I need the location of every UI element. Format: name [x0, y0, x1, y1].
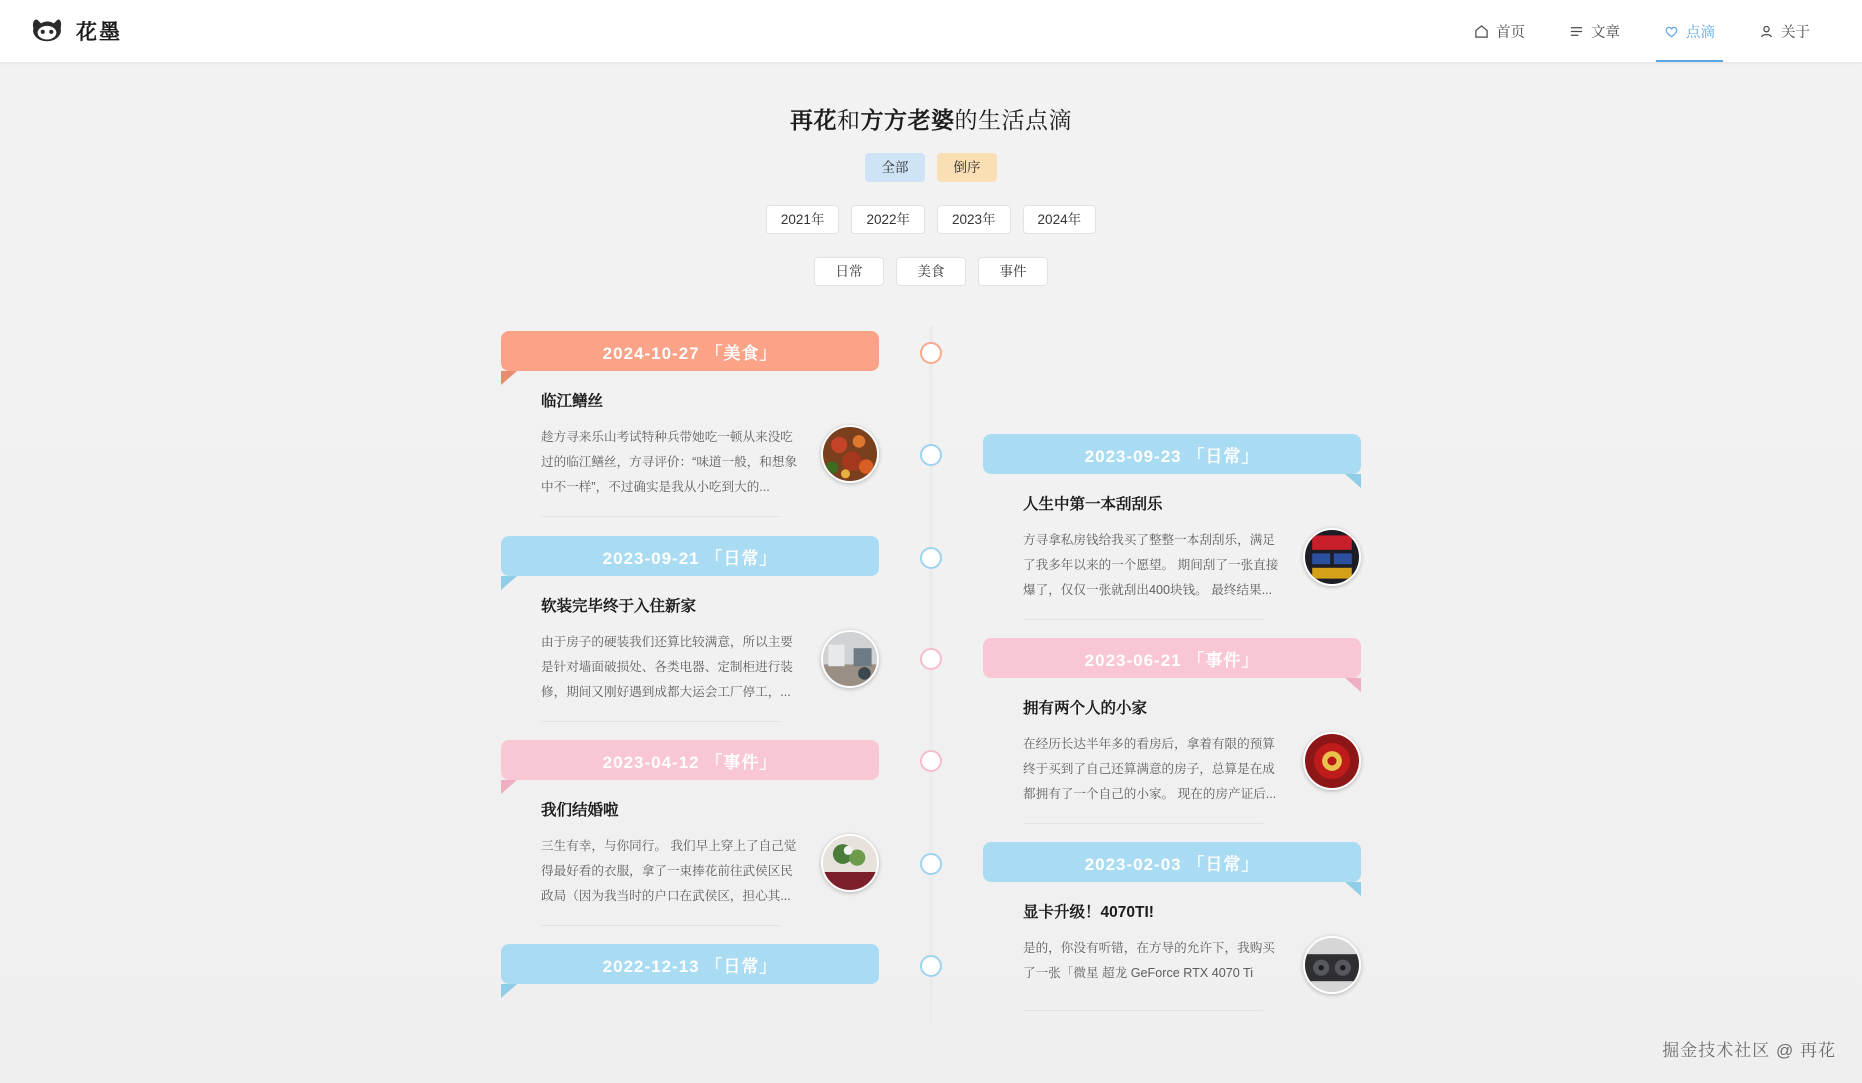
home-icon [1474, 24, 1489, 39]
filter-all[interactable]: 全部 [865, 153, 925, 182]
brand[interactable] [30, 16, 122, 46]
main-nav [1452, 0, 1832, 62]
timeline-node[interactable] [920, 750, 942, 772]
timeline-card[interactable] [501, 536, 879, 730]
card-divider [541, 516, 781, 517]
timeline-card[interactable] [983, 434, 1361, 628]
page-title-partner: 方方老婆 [860, 107, 955, 133]
nav-item-articles[interactable] [1547, 0, 1642, 62]
timeline-card-header: 2023-09-23 「日常」 [983, 434, 1361, 474]
filter-order-desc[interactable]: 倒序 [937, 153, 997, 182]
timeline-card-text: 是的，你没有听错，在方导的允许下，我购买了一张「微星 超龙 GeForce RTX 4070 Ti [1023, 941, 1275, 980]
timeline-card[interactable] [983, 638, 1361, 832]
nav-label-home: 首页 [1496, 24, 1525, 41]
timeline-node[interactable] [920, 342, 942, 364]
timeline-axis [929, 326, 933, 1026]
timeline-node[interactable] [920, 547, 942, 569]
site-header [0, 0, 1862, 62]
brand-title: 花墨 [76, 21, 122, 44]
page-title-self: 再花 [790, 107, 837, 133]
lottery-photo-thumb[interactable] [1303, 528, 1361, 586]
wedding-photo-thumb[interactable] [821, 834, 879, 892]
timeline-card-body [501, 371, 879, 525]
nav-item-moments[interactable] [1642, 0, 1737, 62]
timeline-card-text: 趁方寻来乐山考试特种兵带她吃一顿从来没吃过的临江鳝丝，方寻评价：“味道一般，和想象中不一样”，不过确实是我从小吃到大的... [541, 430, 798, 494]
nav-label-about: 关于 [1781, 24, 1810, 41]
timeline-card-title: 我们结婚啦 [541, 802, 619, 819]
food-photo-thumb[interactable] [821, 425, 879, 483]
timeline [0, 326, 1862, 1046]
timeline-card-text: 在经历长达半年多的看房后，拿着有限的预算终于买到了自己还算满意的房子，总算是在成都拥有了一个自己的小家。 现在的房产证后... [1023, 737, 1277, 801]
timeline-card-header: 2023-06-21 「事件」 [983, 638, 1361, 678]
timeline-card-title: 软装完毕终于入住新家 [541, 598, 697, 615]
card-divider [541, 925, 781, 926]
filter-row-scope [0, 153, 1862, 182]
filter-year-2022[interactable]: 2022年 [851, 205, 925, 234]
filter-year-2021[interactable]: 2021年 [766, 205, 840, 234]
timeline-card-body [501, 984, 879, 1024]
timeline-card-title: 显卡升级！4070TI! [1023, 904, 1154, 921]
page-title-mid: 和 [837, 107, 861, 133]
timeline-node[interactable] [920, 853, 942, 875]
filter-category-event[interactable]: 事件 [978, 257, 1048, 286]
timeline-card-title: 人生中第一本刮刮乐 [1023, 496, 1163, 513]
filter-row-categories [0, 257, 1862, 286]
card-divider [1023, 1010, 1263, 1011]
filter-row-years [0, 205, 1862, 234]
filter-year-2024[interactable]: 2024年 [1023, 205, 1097, 234]
card-divider [541, 721, 781, 722]
timeline-card[interactable] [501, 331, 879, 525]
timeline-card-header: 2022-12-13 「日常」 [501, 944, 879, 984]
timeline-card-body [501, 780, 879, 934]
timeline-card-header: 2024-10-27 「美食」 [501, 331, 879, 371]
gpu-photo-thumb[interactable] [1303, 936, 1361, 994]
card-divider [1023, 823, 1263, 824]
cat-logo-icon [30, 16, 64, 46]
timeline-card-header: 2023-09-21 「日常」 [501, 536, 879, 576]
page-title-suffix: 的生活点滴 [954, 107, 1072, 133]
timeline-card-body [983, 678, 1361, 832]
timeline-node[interactable] [920, 444, 942, 466]
house-photo-thumb[interactable] [1303, 732, 1361, 790]
page-title [0, 102, 1862, 135]
timeline-card-text: 由于房子的硬装我们还算比较满意，所以主要是针对墙面破损处、各类电器、定制柜进行装修，期间又刚好遇到成都大运会工厂停工，... [541, 635, 793, 699]
timeline-node[interactable] [920, 955, 942, 977]
timeline-node[interactable] [920, 648, 942, 670]
filter-year-2023[interactable]: 2023年 [937, 205, 1011, 234]
filter-category-daily[interactable]: 日常 [814, 257, 884, 286]
timeline-card[interactable] [501, 944, 879, 1024]
timeline-card-title: 临江鳝丝 [541, 393, 604, 410]
list-icon [1569, 24, 1584, 39]
room-photo-thumb[interactable] [821, 630, 879, 688]
filter-category-food[interactable]: 美食 [896, 257, 966, 286]
timeline-card-header: 2023-04-12 「事件」 [501, 740, 879, 780]
nav-item-about[interactable] [1737, 0, 1832, 62]
user-icon [1759, 24, 1774, 39]
timeline-card-body [501, 576, 879, 730]
timeline-card[interactable] [501, 740, 879, 934]
timeline-card-text: 方寻拿私房钱给我买了整整一本刮刮乐，满足了我多年以来的一个愿望。 期间刮了一张直接爆了，仅仅一张就刮出400块钱。 最终结果... [1023, 533, 1279, 597]
nav-item-home[interactable] [1452, 0, 1547, 62]
timeline-card-header: 2023-02-03 「日常」 [983, 842, 1361, 882]
heart-icon [1664, 24, 1679, 39]
nav-label-articles: 文章 [1591, 24, 1620, 41]
watermark: 掘金技术社区 @ 再花 [1662, 1041, 1836, 1060]
timeline-card[interactable] [983, 842, 1361, 1019]
card-divider [1023, 619, 1263, 620]
timeline-card-body [983, 474, 1361, 628]
timeline-card-text: 三生有幸，与你同行。 我们早上穿上了自己觉得最好看的衣服，拿了一束捧花前往武侯区民政局（因为我当时的户口在武侯区，担心其... [541, 839, 797, 903]
timeline-card-title: 拥有两个人的小家 [1023, 700, 1148, 717]
timeline-card-body [983, 882, 1361, 1019]
page-title-wrap [0, 102, 1862, 135]
nav-label-moments: 点滴 [1686, 24, 1715, 41]
